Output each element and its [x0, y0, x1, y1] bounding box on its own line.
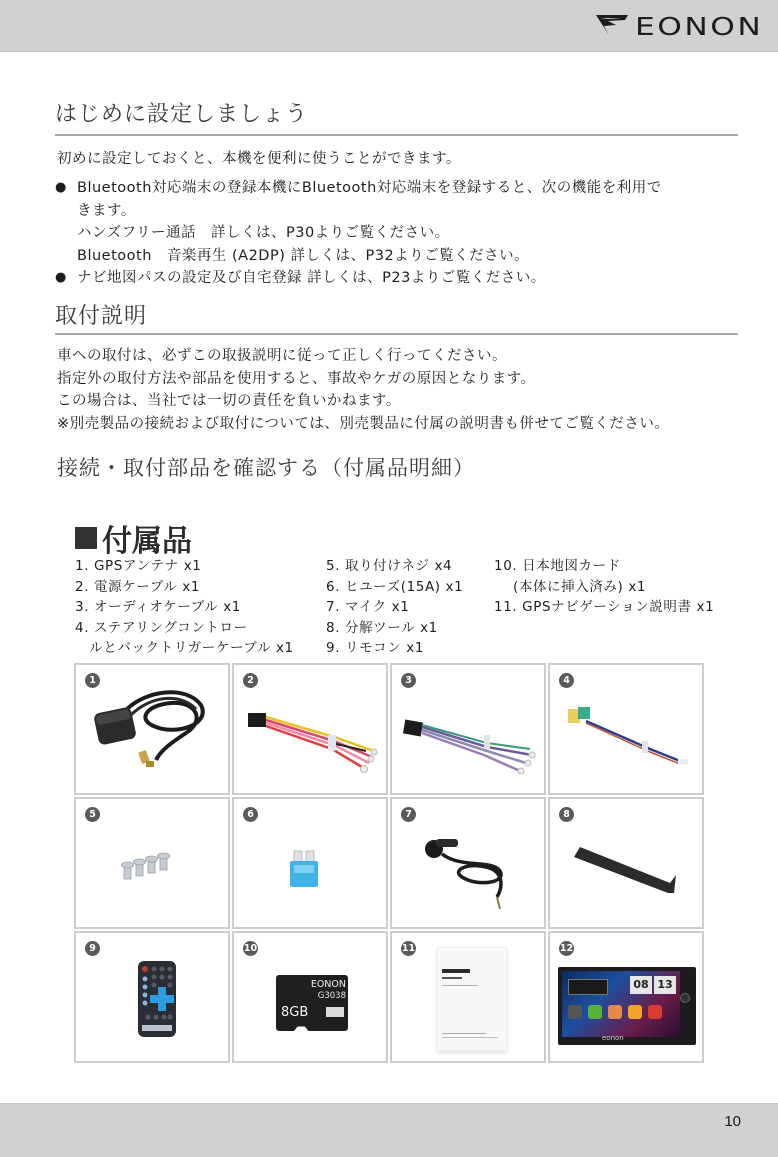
- install-line: 車への取付は、必ずこの取扱説明に従って正しく行ってください。: [57, 348, 507, 364]
- clock-minute: 13: [654, 976, 676, 994]
- photo-head-unit: [548, 931, 704, 1063]
- item-number-badge: 4: [559, 673, 574, 688]
- bullet-icon: ●: [55, 270, 67, 285]
- microsd-logo-icon: [326, 1007, 344, 1017]
- photo-remote-control: [74, 931, 230, 1063]
- divider: [55, 134, 738, 136]
- list-item: 8. 分解ツール x1: [326, 619, 438, 636]
- photo-screws: [74, 797, 230, 929]
- item-number-badge: 6: [243, 807, 258, 822]
- bullet-text: きます。: [77, 202, 136, 219]
- list-item: 2. 電源ケーブル x1: [75, 578, 201, 595]
- list-item: ルとバックトリガーケーブル x1: [75, 640, 294, 656]
- square-bullet-icon: [75, 527, 97, 549]
- item-number-badge: 11: [401, 943, 416, 954]
- item-number-badge: 12: [559, 943, 574, 954]
- list-item: 3. オーディオケーブル x1: [75, 599, 241, 615]
- eonon-swoosh-icon: [595, 13, 629, 39]
- list-item: 4. ステアリングコントロー: [75, 619, 248, 636]
- app-icon: [588, 1005, 602, 1019]
- photo-audio-cable: [390, 663, 546, 795]
- handsfree-ref: ハンズフリー通話 詳しくは、P30よりご覧ください。: [77, 225, 450, 241]
- install-line: ※別売製品の接続および取付については、別売製品に付属の説明書も併せてご覧ください。: [57, 415, 670, 432]
- photo-manual: [390, 931, 546, 1063]
- list-item: 10. 日本地図カード: [494, 558, 621, 574]
- photo-fuse: [232, 797, 388, 929]
- header-bar: [0, 0, 778, 52]
- list-item: 5. 取り付けネジ x4: [326, 558, 453, 574]
- item-number-badge: 3: [401, 673, 416, 688]
- photo-power-cable: [232, 663, 388, 795]
- install-line: 指定外の取付方法や部品を使用すると、事故やケガの原因となります。: [57, 370, 536, 387]
- divider: [55, 333, 738, 335]
- item-number-badge: 10: [243, 943, 258, 954]
- bullet-item: [55, 267, 662, 290]
- brand-logo: [595, 11, 764, 41]
- item-number-badge: 2: [243, 673, 258, 688]
- bullet-text: Bluetooth対応端末の登録本機にBluetooth対応端末を登録すると、次の機能を利用で: [77, 180, 662, 196]
- item-number-badge: 5: [85, 807, 100, 822]
- accessories-heading: [75, 516, 192, 560]
- list-item: 9. リモコン x1: [326, 640, 425, 656]
- bullet-icon: ●: [55, 180, 67, 195]
- accessory-list-col1: [75, 556, 294, 659]
- a2dp-ref: Bluetooth 音楽再生 (A2DP) 詳しくは、P32よりご覧ください。: [77, 247, 530, 264]
- bullet-item: [55, 177, 662, 200]
- accessory-photo-grid: [74, 663, 704, 1063]
- item-number-badge: 7: [401, 807, 416, 822]
- brand-name: EONON: [635, 11, 764, 41]
- card-brand: EONON: [310, 979, 346, 990]
- accessory-list-col3: [494, 556, 714, 618]
- item-number-badge: 8: [559, 807, 574, 822]
- photo-gps-antenna: [74, 663, 230, 795]
- install-line: この場合は、当社では一切の責任を負いかねます。: [57, 393, 401, 409]
- clock-hour: 08: [630, 976, 652, 994]
- app-icon: [648, 1005, 662, 1019]
- accessory-list-col2: [326, 556, 463, 659]
- list-item: 11. GPSナビゲーション説明書 x1: [494, 599, 715, 615]
- footer-bar: [0, 1103, 778, 1157]
- section-title-install: 取付説明: [55, 304, 148, 329]
- list-item: 6. ヒユーズ(15A) x1: [326, 578, 464, 595]
- card-model: G3038: [317, 991, 346, 1001]
- install-notes: [57, 345, 669, 435]
- app-icon: [608, 1005, 622, 1019]
- list-item: (本体に挿入済み) x1: [494, 578, 647, 595]
- photo-steering-cable: [548, 663, 704, 795]
- list-item: 1. GPSアンテナ x1: [75, 558, 202, 574]
- setup-bullets: [55, 177, 662, 290]
- item-number-badge: 9: [85, 941, 100, 956]
- accessories-title: 付属品: [102, 524, 192, 559]
- app-icon: [628, 1005, 642, 1019]
- card-capacity: 8GB: [281, 1005, 309, 1020]
- photo-map-card: [232, 931, 388, 1063]
- bullet-text: ナビ地図パスの設定及び自宅登録 詳しくは、P23よりご覧ください。: [77, 270, 546, 286]
- volume-knob-icon: [680, 993, 690, 1003]
- unit-brand: eonon: [602, 1034, 624, 1042]
- item-number-badge: 1: [85, 673, 100, 688]
- app-icon: [568, 1005, 582, 1019]
- page-number: 10: [724, 1113, 741, 1130]
- setup-intro: 初めに設定しておくと、本機を便利に使うことができます。: [57, 151, 461, 167]
- list-item: 7. マイク x1: [326, 599, 410, 615]
- section-title-setup: はじめに設定しましょう: [55, 102, 309, 127]
- photo-microphone: [390, 797, 546, 929]
- photo-removal-tool: [548, 797, 704, 929]
- section-title-parts: 接続・取付部品を確認する（付属品明細）: [57, 456, 475, 480]
